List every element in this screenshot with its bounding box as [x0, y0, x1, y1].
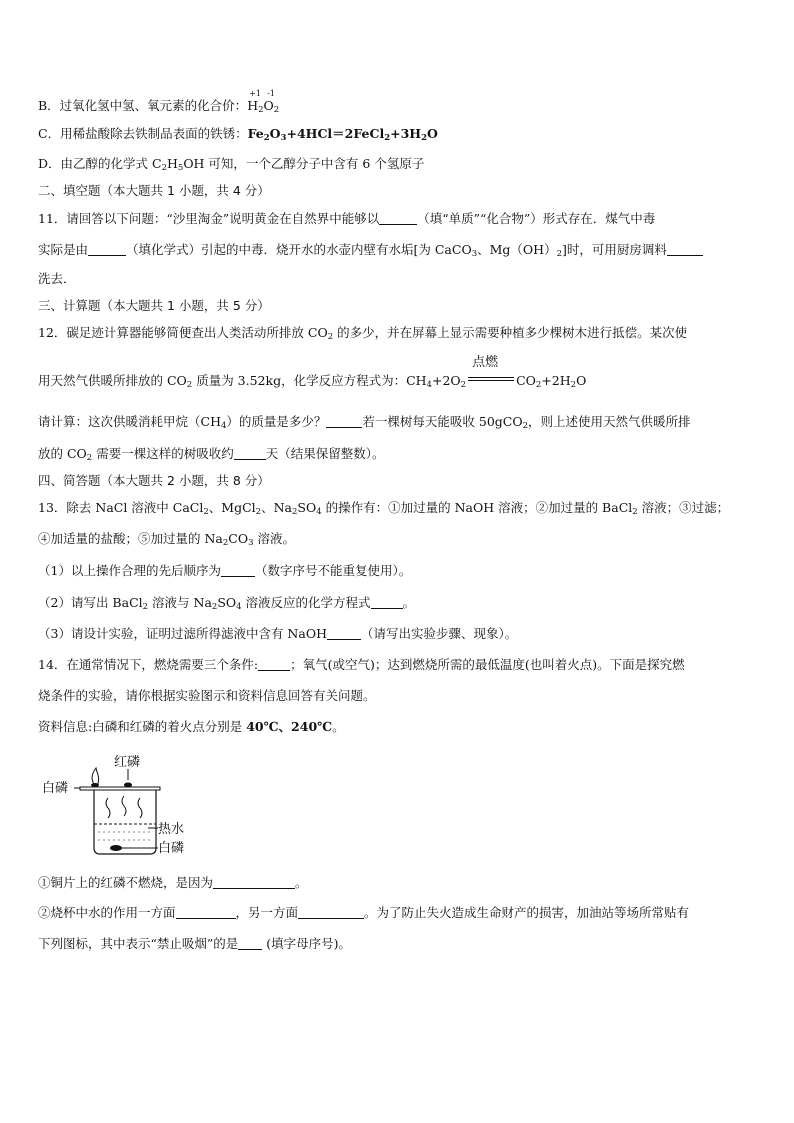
steam-icon [122, 796, 126, 816]
option-c-text: C．用稀盐酸除去铁制品表面的铁锈： [38, 126, 248, 141]
text: (填字母序号)。 [262, 936, 352, 951]
option-c [38, 126, 438, 142]
white-phosphorus-burning [91, 783, 99, 787]
sub: 2 [570, 380, 577, 390]
text: 资料信息:白磷和红磷的着火点分别是 [38, 719, 247, 734]
text: 14．在通常情况下，燃烧需要三个条件: [38, 657, 259, 672]
text: ]时，可用厨房调料 [562, 242, 667, 257]
text: 天（结果保留整数）。 [265, 446, 385, 461]
sub: 2 [632, 507, 638, 517]
h2o2-valence-formula [247, 90, 287, 116]
text: CO [228, 531, 249, 546]
section-3-heading: 三、计算题（本大题共 1 小题，共 5 分） [38, 298, 270, 313]
text: ④加适量的盐酸；⑤加过量的 Na [38, 531, 223, 546]
sub: 2 [142, 602, 149, 612]
answer-blank[interactable] [176, 906, 236, 919]
q11-line-3: 洗去． [38, 271, 76, 286]
text: 。为了防止失火造成生命财产的损害，加油站等场所常贴有 [364, 905, 690, 920]
text: CO [516, 373, 536, 388]
sub: 3 [248, 538, 254, 548]
text: ）的质量是多少？ [226, 414, 327, 429]
q13-part-1 [38, 563, 411, 579]
text: 的多少，并在屏幕上显示需要种植多少棵树木进行抵偿。某次使 [333, 325, 688, 340]
combustion-experiment-figure [40, 748, 200, 860]
text: 溶液。 [253, 531, 296, 546]
label-red-phosphorus: 红磷 [114, 755, 141, 770]
white-phosphorus-in-water [110, 845, 122, 851]
text: ，另一方面 [235, 905, 299, 920]
text: D．由乙醇的化学式 C [38, 156, 162, 171]
answer-blank[interactable] [88, 243, 126, 256]
q13-part-2 [38, 595, 415, 611]
text: +2O [431, 373, 461, 388]
sub: 5 [177, 163, 184, 173]
sub: 2 [556, 249, 562, 259]
answer-blank[interactable] [221, 564, 255, 577]
text: 溶液与 Na [148, 595, 212, 610]
text: H [166, 156, 178, 171]
text: 13．除去 NaCl 溶液中 CaCl [38, 500, 204, 515]
answer-blank[interactable] [379, 212, 417, 225]
text: 。 [332, 719, 345, 734]
text: OH 可知，一个乙醇分子中含有 6 个氢原子 [183, 156, 425, 171]
q13-line-1 [38, 500, 729, 516]
text: 放的 CO [38, 446, 87, 461]
q11-line-1 [38, 211, 655, 227]
steam-icon [138, 798, 142, 818]
answer-blank[interactable] [298, 906, 364, 919]
condition-text: 点燃 [472, 355, 499, 370]
valence-h: +1 [249, 89, 261, 98]
text: 11．请回答以下问题：“沙里淘金”说明黄金在自然界中能够以 [38, 211, 380, 226]
text: ；氧气(或空气)；达到燃烧所需的最低温度(也叫着火点)。下面是探究燃 [290, 657, 685, 672]
option-b [38, 90, 287, 116]
text: ②烧杯中水的作用一方面 [38, 905, 176, 920]
formula-h2o2 [247, 98, 279, 114]
sub: 2 [421, 133, 428, 143]
q14-line-2: 烧条件的实验，请你根据实验图示和资料信息回答有关问题。 [38, 688, 376, 703]
text: ①铜片上的红磷不燃烧，是因为 [38, 875, 214, 890]
sub: 2 [203, 507, 209, 517]
answer-blank[interactable] [667, 243, 703, 256]
sub: 2 [327, 332, 334, 342]
answer-blank[interactable] [258, 658, 290, 671]
text: O [576, 373, 587, 388]
sub: 4 [316, 507, 322, 517]
eq-part: +3H [390, 126, 422, 141]
sub: 2 [535, 380, 542, 390]
answer-blank[interactable] [371, 596, 403, 609]
eq-part: O [427, 126, 438, 141]
section-4-heading: 四、简答题（本大题共 2 小题，共 8 分） [38, 473, 270, 488]
label-white-phosphorus-bottom: 白磷 [158, 841, 185, 856]
answer-blank[interactable] [326, 415, 362, 428]
option-b-text: B．过氧化氢中氢、氧元素的化合价： [38, 98, 248, 113]
sub: 4 [220, 421, 227, 431]
text: 。 [295, 875, 308, 890]
sub: 2 [291, 507, 298, 517]
text: 下列图标，其中表示“禁止吸烟”的是 [38, 936, 239, 951]
ignition-temps: 40℃、240℃ [246, 719, 333, 734]
flame-icon [92, 768, 99, 784]
label-white-phosphorus-top: 白磷 [42, 781, 69, 796]
sub: 2 [211, 602, 218, 612]
text: 实际是由 [38, 242, 89, 257]
sub: 2 [255, 507, 262, 517]
sub: 2 [384, 133, 391, 143]
answer-blank[interactable] [234, 447, 266, 460]
sub: 3 [280, 133, 287, 143]
q12-line-4 [38, 446, 384, 462]
formula-o: O [263, 98, 274, 113]
text: 需要一棵这样的树吸收约 [92, 446, 234, 461]
q14-info [38, 719, 345, 735]
sub: 4 [236, 602, 242, 612]
text: SO [217, 595, 237, 610]
sub: 2 [222, 538, 229, 548]
eq-bar [468, 377, 514, 378]
text: 溶液；③过滤； [637, 500, 730, 515]
eq-bar [468, 380, 514, 381]
text: 的操作有：①加过量的 NaOH 溶液；②加过量的 BaCl [321, 500, 633, 515]
copper-sheet [80, 787, 160, 790]
text: 、Na [261, 500, 292, 515]
sub: 4 [426, 380, 432, 390]
sub: 2 [186, 380, 193, 390]
text: 质量为 3.52kg，化学反应方程式为：CH [192, 373, 427, 388]
text: 、Mg（OH） [477, 242, 557, 257]
q12-line-2 [38, 355, 587, 390]
text: （1）以上操作合理的先后顺序为 [38, 563, 221, 578]
text: 溶液反应的化学方程式 [241, 595, 371, 610]
q13-line-2 [38, 531, 295, 547]
eq-part: +4HCl＝2FeCl [286, 126, 385, 141]
label-hot-water: 热水 [158, 822, 185, 837]
q14-question-1 [38, 875, 308, 891]
text: 若一棵树每天能吸收 50gCO [362, 414, 523, 429]
sub: 2 [263, 133, 270, 143]
valence-o: -1 [267, 89, 275, 98]
sub: 2 [460, 380, 467, 390]
text: 。 [402, 595, 416, 610]
sub: 2 [86, 453, 93, 463]
sub: 2 [522, 421, 529, 431]
answer-blank[interactable] [238, 937, 262, 950]
text: （请写出实验步骤、现象）。 [360, 626, 518, 641]
sub: 2 [258, 105, 264, 115]
text: （2）请写出 BaCl [38, 595, 143, 610]
answer-blank[interactable] [327, 627, 361, 640]
q14-line-1 [38, 657, 685, 673]
text: 12．碳足迹计算器能够简便查出人类活动所排放 CO [38, 325, 328, 340]
rust-equation [248, 126, 438, 141]
eq-part: O [269, 126, 281, 141]
answer-blank[interactable] [213, 876, 295, 889]
steam-icon [106, 798, 110, 818]
sub: 2 [161, 163, 167, 173]
text: （填“单质”“化合物”）形式存在．煤气中毒 [417, 211, 656, 226]
text: （3）请设计实验，证明过滤所得滤液中含有 NaOH [38, 626, 327, 641]
q14-question-3 [38, 936, 351, 952]
text: +2H [541, 373, 571, 388]
text: ，则上述使用天然气供暖所排 [528, 414, 691, 429]
option-d [38, 156, 424, 172]
q13-part-3 [38, 626, 517, 642]
text: （填化学式）引起的中毒．烧开水的水壶内壁有水垢[为 CaCO [126, 242, 472, 257]
text: 、MgCl [208, 500, 256, 515]
text: SO [297, 500, 317, 515]
eq-part: Fe [247, 126, 264, 141]
text: （数字序号不能重复使用）。 [254, 563, 412, 578]
q14-question-2 [38, 905, 689, 921]
beaker [94, 790, 156, 854]
q11-line-2 [38, 242, 703, 258]
formula-h: H [247, 98, 259, 113]
q12-line-3 [38, 414, 691, 430]
text: 用天然气供暖所排放的 CO [38, 373, 187, 388]
section-2-heading: 二、填空题（本大题共 1 小题，共 4 分） [38, 183, 270, 198]
text: 请计算：这次供暖消耗甲烷（CH [38, 414, 221, 429]
reaction-condition [468, 355, 514, 387]
sub: 3 [471, 249, 478, 259]
sub: 2 [273, 105, 280, 115]
q12-line-1 [38, 325, 687, 341]
